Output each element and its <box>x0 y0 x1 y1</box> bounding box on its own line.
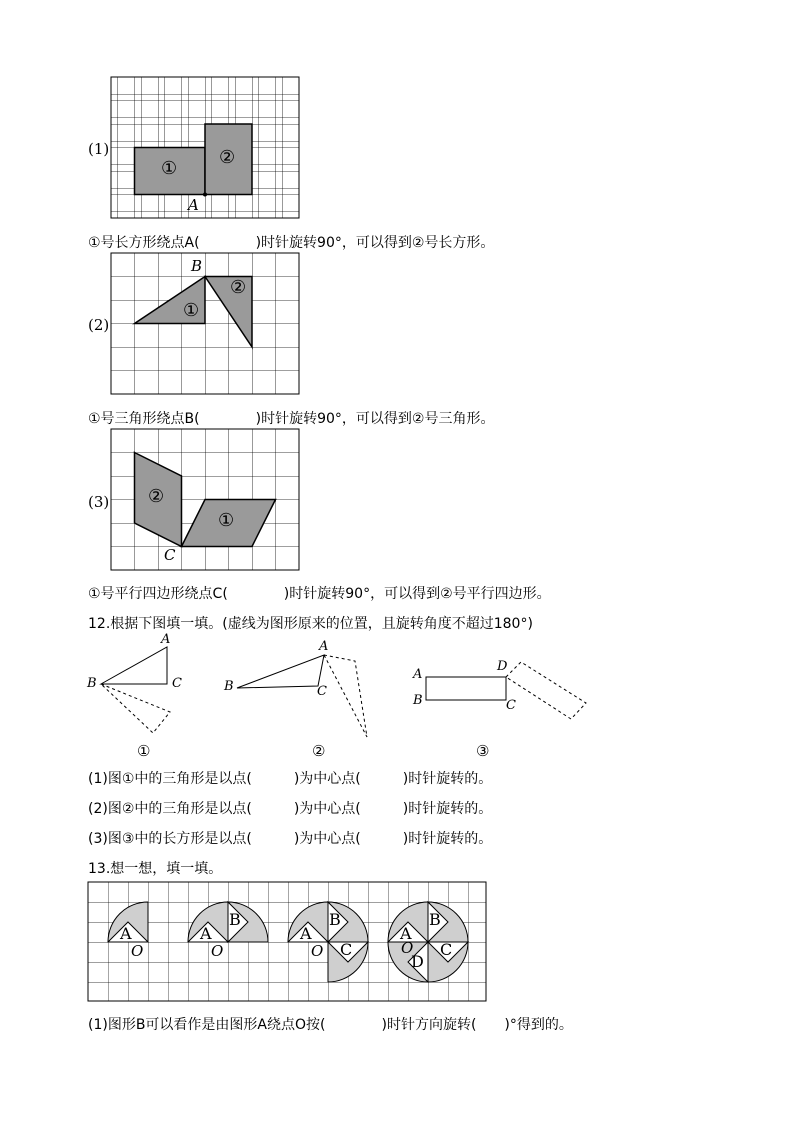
fig1-b-label: B <box>87 676 97 691</box>
fig12-1 <box>101 647 170 733</box>
shape-2-label: ② <box>219 147 236 168</box>
problem13-title: 13.想一想，填一填。 <box>88 861 223 877</box>
fig1-c-label: C <box>172 676 182 691</box>
fig3-caption: ③ <box>476 742 490 760</box>
fig13-4-b-label: B <box>429 910 441 929</box>
grid-3 <box>111 429 299 570</box>
fig13-3-b-label: B <box>329 910 341 929</box>
fig3-d-label: D <box>497 659 508 674</box>
fig13-1-a-label: A <box>120 924 132 943</box>
problem12-q3: (3)图③中的长方形是以点( )为中心点( )时针旋转的。 <box>88 831 493 847</box>
part2-sentence: ①号三角形绕点B( )时针旋转90°，可以得到②号三角形。 <box>88 411 495 427</box>
fig13-4-o-label: O <box>401 939 414 957</box>
point-c-label: C <box>164 546 176 564</box>
fig3-a-label: A <box>413 667 423 682</box>
fig13-2-a-label: A <box>200 924 212 943</box>
fig13-2-b-label: B <box>229 910 241 929</box>
fig2-c-label: C <box>317 684 327 699</box>
fig13-4-d-label: D <box>411 952 424 971</box>
fig13-4-a-label: A <box>400 924 412 943</box>
part1-sentence: ①号长方形绕点A( )时针旋转90°，可以得到②号长方形。 <box>88 235 495 251</box>
fig3-b-label: B <box>413 693 423 708</box>
fig13-2-o-label: O <box>211 942 224 960</box>
fig1-a-label: A <box>161 632 171 647</box>
shape-1-label: ① <box>161 158 178 179</box>
grid-1 <box>111 77 299 218</box>
part3-sentence: ①号平行四边形绕点C( )时针旋转90°，可以得到②号平行四边形。 <box>88 586 551 602</box>
part1-label: (1) <box>88 140 110 158</box>
fig2-a-label: A <box>319 639 329 654</box>
grid-2 <box>111 253 299 394</box>
fig12-2 <box>237 655 367 737</box>
shape-2-label: ② <box>148 486 165 507</box>
problem12-title: 12.根据下图填一填。(虚线为图形原来的位置，且旋转角度不超过180°) <box>88 616 533 632</box>
grid-13 <box>88 882 486 1001</box>
shape-2-label: ② <box>230 277 247 298</box>
problem12-q1: (1)图①中的三角形是以点( )为中心点( )时针旋转的。 <box>88 771 493 787</box>
fig13-3-o-label: O <box>311 942 324 960</box>
fig13-1-o-label: O <box>131 942 144 960</box>
fig1-caption: ① <box>137 742 151 760</box>
shape-1-label: ① <box>218 510 235 531</box>
fig2-b-label: B <box>224 679 234 694</box>
fig2-caption: ② <box>312 742 326 760</box>
part2-label: (2) <box>88 316 110 334</box>
fig13-3-c-label: C <box>340 940 353 959</box>
problem12-q2: (2)图②中的三角形是以点( )为中心点( )时针旋转的。 <box>88 801 493 817</box>
part3-label: (3) <box>88 493 110 511</box>
point-b-label: B <box>191 257 203 275</box>
problem13-q1: (1)图形B可以看作是由图形A绕点O按( )时针方向旋转( )°得到的。 <box>88 1017 573 1033</box>
fig13-4-c-label: C <box>440 940 453 959</box>
point-a-label: A <box>188 196 199 214</box>
shape-1-label: ① <box>183 300 200 321</box>
fig3-c-label: C <box>506 698 516 713</box>
fig13-3-a-label: A <box>300 924 312 943</box>
